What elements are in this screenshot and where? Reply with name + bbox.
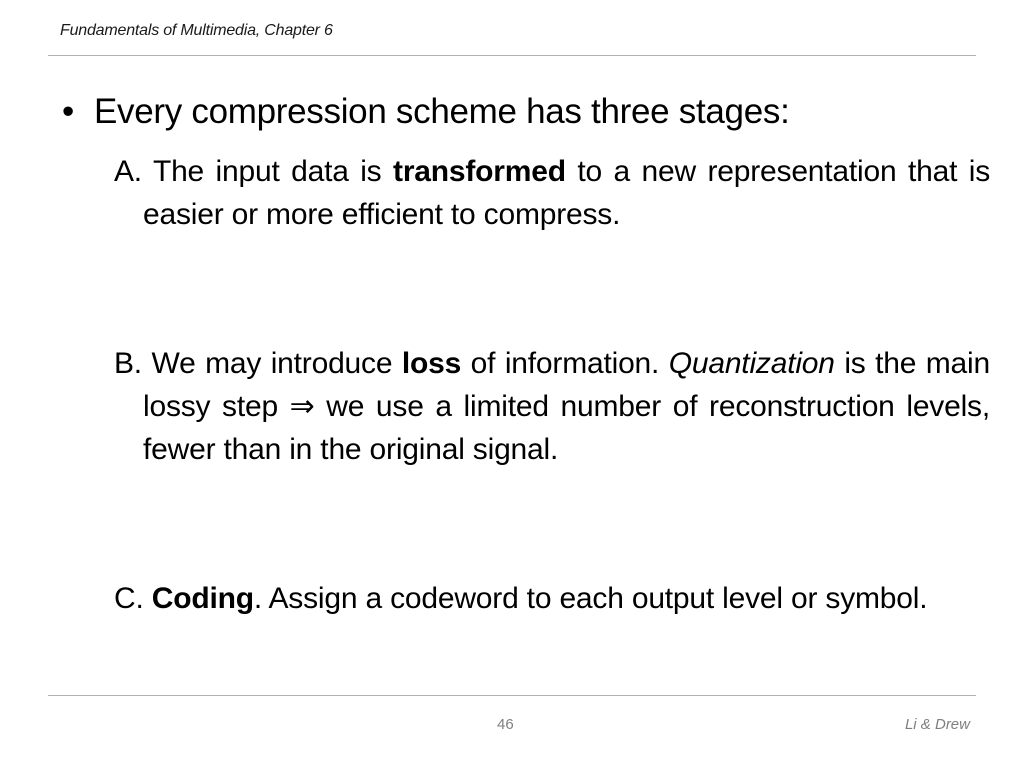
footer-authors: Li & Drew [904,716,970,733]
stage-b-text-3: is the main lossy step ⇒ we use a limited number of reconstruction levels, fewer than in the original signal. [143,347,990,466]
slide-header-title: Fundamentals of Multimedia, Chapter 6 [60,22,333,39]
stage-b-text-1: We may introduce [151,347,393,380]
stage-b-label: B. [114,347,142,380]
stage-c-label: C. [114,582,144,615]
stage-b-italic-term: Quantization [668,347,835,380]
page-number: 46 [497,716,514,733]
stage-a-text-1: The input data is [152,155,382,188]
stage-c-keyword: Coding [151,582,254,615]
stage-c-text-1: . Assign a codeword to each output level or symbol. [253,582,928,615]
footer-divider [48,695,976,696]
stage-a-text-2: to a new representation that is easier or more efficient to compress. [143,155,991,231]
stage-a-label: A. [114,155,142,188]
main-bullet [62,92,790,132]
stage-a-keyword: transformed [393,155,566,188]
stage-b-text-2: of information. [470,347,660,380]
header-divider [48,55,976,56]
bullet-dot: • [62,92,74,131]
stage-c-item [114,577,990,620]
stage-a-item [114,150,990,236]
stage-b-keyword: loss [401,347,462,380]
main-bullet-text: Every compression scheme has three stages: [94,92,790,131]
stage-b-item [114,342,990,471]
